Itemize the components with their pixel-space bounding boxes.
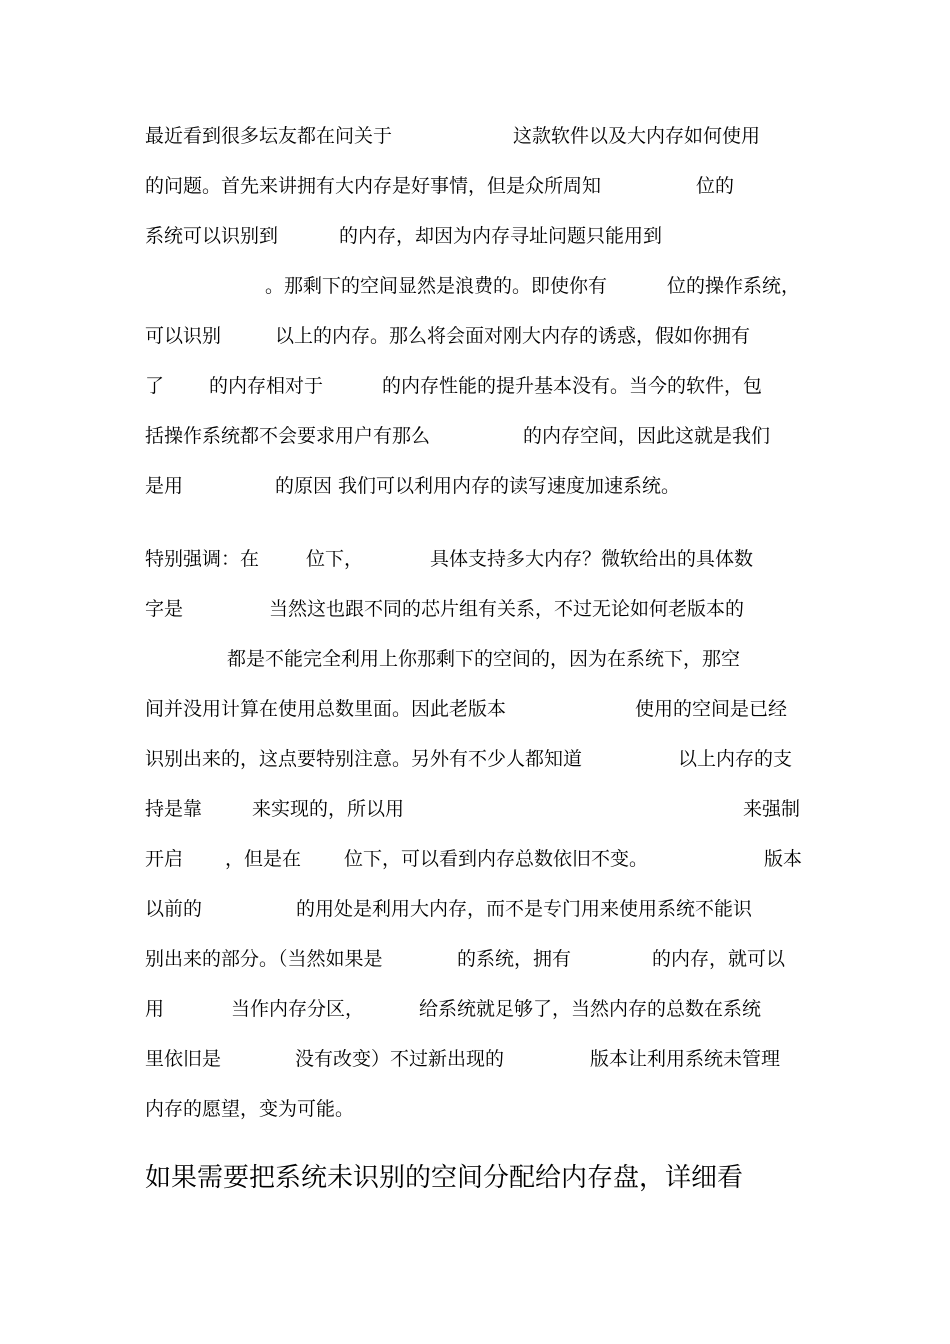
text-segment: 系统可以识别到 <box>145 225 279 247</box>
text-segment: 是用 <box>145 475 184 497</box>
text-segment: 都是不能完全利用上你那剩下的空间的，因为在系统下，那空 <box>227 648 741 670</box>
text-segment: 可以识别 <box>145 325 222 347</box>
text-line <box>145 371 810 401</box>
text-segment: 开启 <box>145 848 184 870</box>
text-line <box>145 121 810 151</box>
text-segment: 版本让利用系统未管理 <box>590 1048 781 1070</box>
section-heading <box>145 1158 810 1198</box>
text-segment: 识别出来的，这点要特别注意。另外有不少人都知道 <box>145 748 583 770</box>
text-segment: 以上内存的支 <box>678 748 793 770</box>
text-segment: 的用处是利用大内存，而不是专门用来使用系统不能识 <box>296 898 753 920</box>
text-segment: 最近看到很多坛友都在问关于 <box>145 125 393 147</box>
text-segment: 的系统，拥有 <box>457 948 572 970</box>
text-segment: 内存的愿望，变为可能。 <box>145 1098 355 1120</box>
text-segment: 给系统就足够了，当然内存的总数在系统 <box>419 998 762 1020</box>
text-segment: 位的操作系统， <box>667 275 801 297</box>
text-line <box>145 994 810 1024</box>
text-segment: 间并没用计算在使用总数里面。因此老版本 <box>145 698 507 720</box>
text-segment: 持是靠 <box>145 798 203 820</box>
text-segment: 以前的 <box>145 898 203 920</box>
text-segment: 。那剩下的空间显然是浪费的。即使你有 <box>265 275 608 297</box>
text-segment: 的内存空间，因此这就是我们 <box>523 425 771 447</box>
text-line <box>145 321 810 351</box>
text-segment: 的内存性能的提升基本没有。当今的软件，包 <box>382 375 763 397</box>
text-line <box>145 271 810 301</box>
text-segment: 没有改变）不过新出现的 <box>295 1048 505 1070</box>
text-segment: 以上的内存。那么将会面对刚大内存的诱惑，假如你拥有 <box>275 325 751 347</box>
text-segment: 的问题。首先来讲拥有大内存是好事情，但是众所周知 <box>145 175 602 197</box>
text-segment: 了 <box>145 375 165 397</box>
text-segment: 使用的空间是已经 <box>635 698 788 720</box>
text-line <box>145 471 810 501</box>
text-segment: 用 <box>145 998 165 1020</box>
text-segment: 括操作系统都不会要求用户有那么 <box>145 425 431 447</box>
text-segment: 位的 <box>696 175 735 197</box>
text-line <box>145 894 810 924</box>
text-segment: 的内存相对于 <box>209 375 324 397</box>
text-line <box>145 644 810 674</box>
text-segment: 的内存，就可以 <box>652 948 786 970</box>
text-line <box>145 744 810 774</box>
text-line <box>145 221 810 251</box>
text-line <box>145 544 810 574</box>
text-segment: 版本 <box>764 848 803 870</box>
text-line <box>145 1094 810 1124</box>
text-segment: ，但是在 <box>225 848 302 870</box>
text-segment: 别出来的部分。（当然如果是 <box>145 948 383 970</box>
text-segment: 这款软件以及大内存如何使用 <box>513 125 761 147</box>
text-line <box>145 171 810 201</box>
text-segment: 的原因 我们可以利用内存的读写速度加速系统。 <box>275 475 681 497</box>
text-segment: 当作内存分区， <box>231 998 365 1020</box>
heading-text: 如果需要把系统未识别的空间分配给内存盘，详细看 <box>145 1163 744 1193</box>
text-segment: 里依旧是 <box>145 1048 222 1070</box>
text-segment: 来强制 <box>743 798 801 820</box>
text-line <box>145 794 810 824</box>
text-segment: 字是 <box>145 598 184 620</box>
text-segment: 特别强调：在 <box>145 548 260 570</box>
text-line <box>145 844 810 874</box>
text-segment: 来实现的，所以用 <box>252 798 405 820</box>
text-line <box>145 694 810 724</box>
text-segment: 的内存，却因为内存寻址问题只能用到 <box>339 225 663 247</box>
text-line <box>145 594 810 624</box>
text-line <box>145 1044 810 1074</box>
text-line <box>145 944 810 974</box>
text-segment: 具体支持多大内存？微软给出的具体数 <box>430 548 754 570</box>
text-segment: 位下，可以看到内存总数依旧不变。 <box>344 848 649 870</box>
text-line <box>145 421 810 451</box>
text-segment: 当然这也跟不同的芯片组有关系，不过无论如何老版本的 <box>269 598 745 620</box>
text-segment: 位下， <box>306 548 364 570</box>
